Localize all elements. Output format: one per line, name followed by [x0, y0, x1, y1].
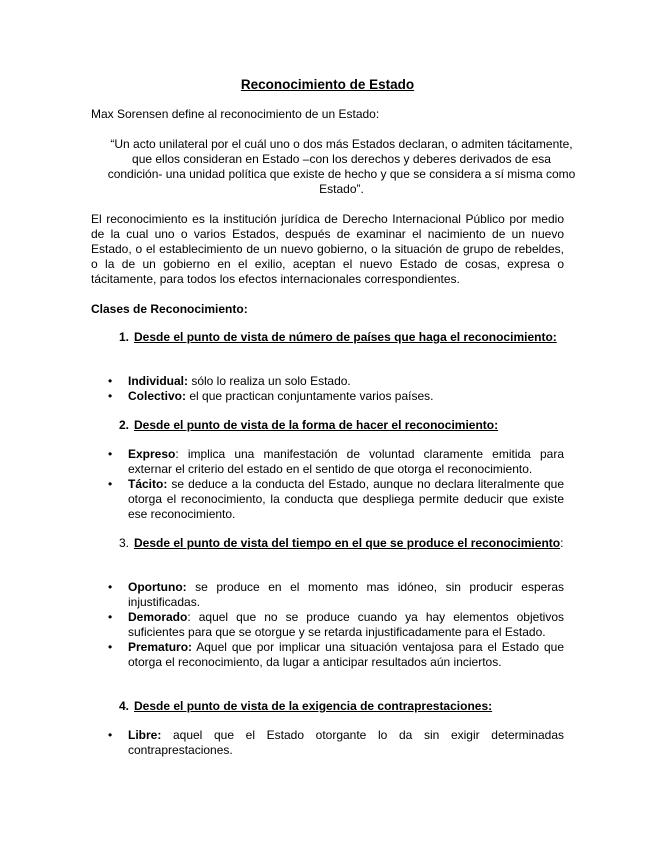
list-item: • Colectivo: el que practican conjuntamente varios países. — [108, 389, 434, 403]
section-heading-text: Desde el punto de vista de la exigencia de contraprestaciones: — [134, 699, 493, 713]
section-heading-text: Desde el punto de vista de número de países que haga el reconocimiento: — [134, 330, 557, 344]
list-item: • Prematuro: Aquel que por implicar una situación ventajosa para el Estado que otorga el reconocimiento, da lugar a anticipar resultados aún inciertos. — [108, 640, 564, 669]
section-number: 3. — [118, 536, 129, 550]
section-heading: 3. Desde el punto de vista del tiempo en el que se produce el reconocimiento: — [91, 536, 564, 551]
list-item: • Expreso: implica una manifestación de voluntad claramente emitida para externar el criterio del estado en el sentido de que otorga el reconocimiento. — [108, 447, 564, 476]
section-heading — [91, 418, 564, 433]
clases-heading: Clases de Reconocimiento: — [91, 302, 248, 316]
section-4 — [91, 699, 564, 714]
definition-paragraph: El reconocimiento es la institución jurídica de Derecho Internacional Público por medio de la cual uno o varios Estados, después de examinar el nacimiento de un nuevo Estado, o el establecimiento de un nuevo gobierno, o la situación de grupo de rebeldes, o la de un gobierno en el exilio, aceptan el nuevo Estado de cosas, expresa o tácitamente, para todos los efectos internacionales correspondientes. — [91, 212, 564, 286]
list-item: • Demorado: aquel que no se produce cuando ya hay elementos objetivos suficientes para que se otorgue y se retarda injustificadamente para el Estado. — [108, 610, 564, 639]
section-heading — [91, 330, 564, 345]
section-1-list — [91, 374, 564, 404]
section-number: 1. — [118, 330, 129, 344]
list-item: • Tácito: se deduce a la conducta del Estado, aunque no declara literalmente que otorga el reconocimiento, la conducta que despliega permite deducir que existe ese reconocimiento. — [108, 477, 564, 521]
section-4-list — [91, 728, 564, 758]
list-item: • Individual: sólo lo realiza un solo Estado. — [108, 374, 351, 388]
section-number: 2. — [118, 418, 129, 432]
list-item: • Oportuno: se produce en el momento mas idóneo, sin producir esperas injustificadas. — [108, 580, 564, 609]
section-2-list — [91, 447, 564, 522]
section-3-list — [91, 580, 564, 670]
list-item: • Libre: aquel que el Estado otorgante lo da sin exigir determinadas contraprestaciones. — [108, 728, 564, 757]
section-1 — [91, 330, 564, 345]
section-3 — [91, 536, 564, 551]
sorensen-quote: “Un acto unilateral por el cuál uno o dos más Estados declaran, o admiten tácitamente, que ellos consideran en Estado –con los derechos y deberes derivados de esa condición- una unidad política que existe de hecho y que se considera a sí misma como Estado”. — [107, 137, 576, 196]
section-2 — [91, 418, 564, 433]
page-title: Reconocimiento de Estado — [240, 77, 415, 92]
section-heading-text: Desde el punto de vista del tiempo en el que se produce el reconocimiento — [134, 536, 561, 550]
section-number: 4. — [118, 699, 129, 713]
section-heading-text: Desde el punto de vista de la forma de hacer el reconocimiento: — [134, 418, 499, 432]
section-heading — [91, 699, 564, 714]
intro-paragraph: Max Sorensen define al reconocimiento de un Estado: — [91, 107, 380, 121]
